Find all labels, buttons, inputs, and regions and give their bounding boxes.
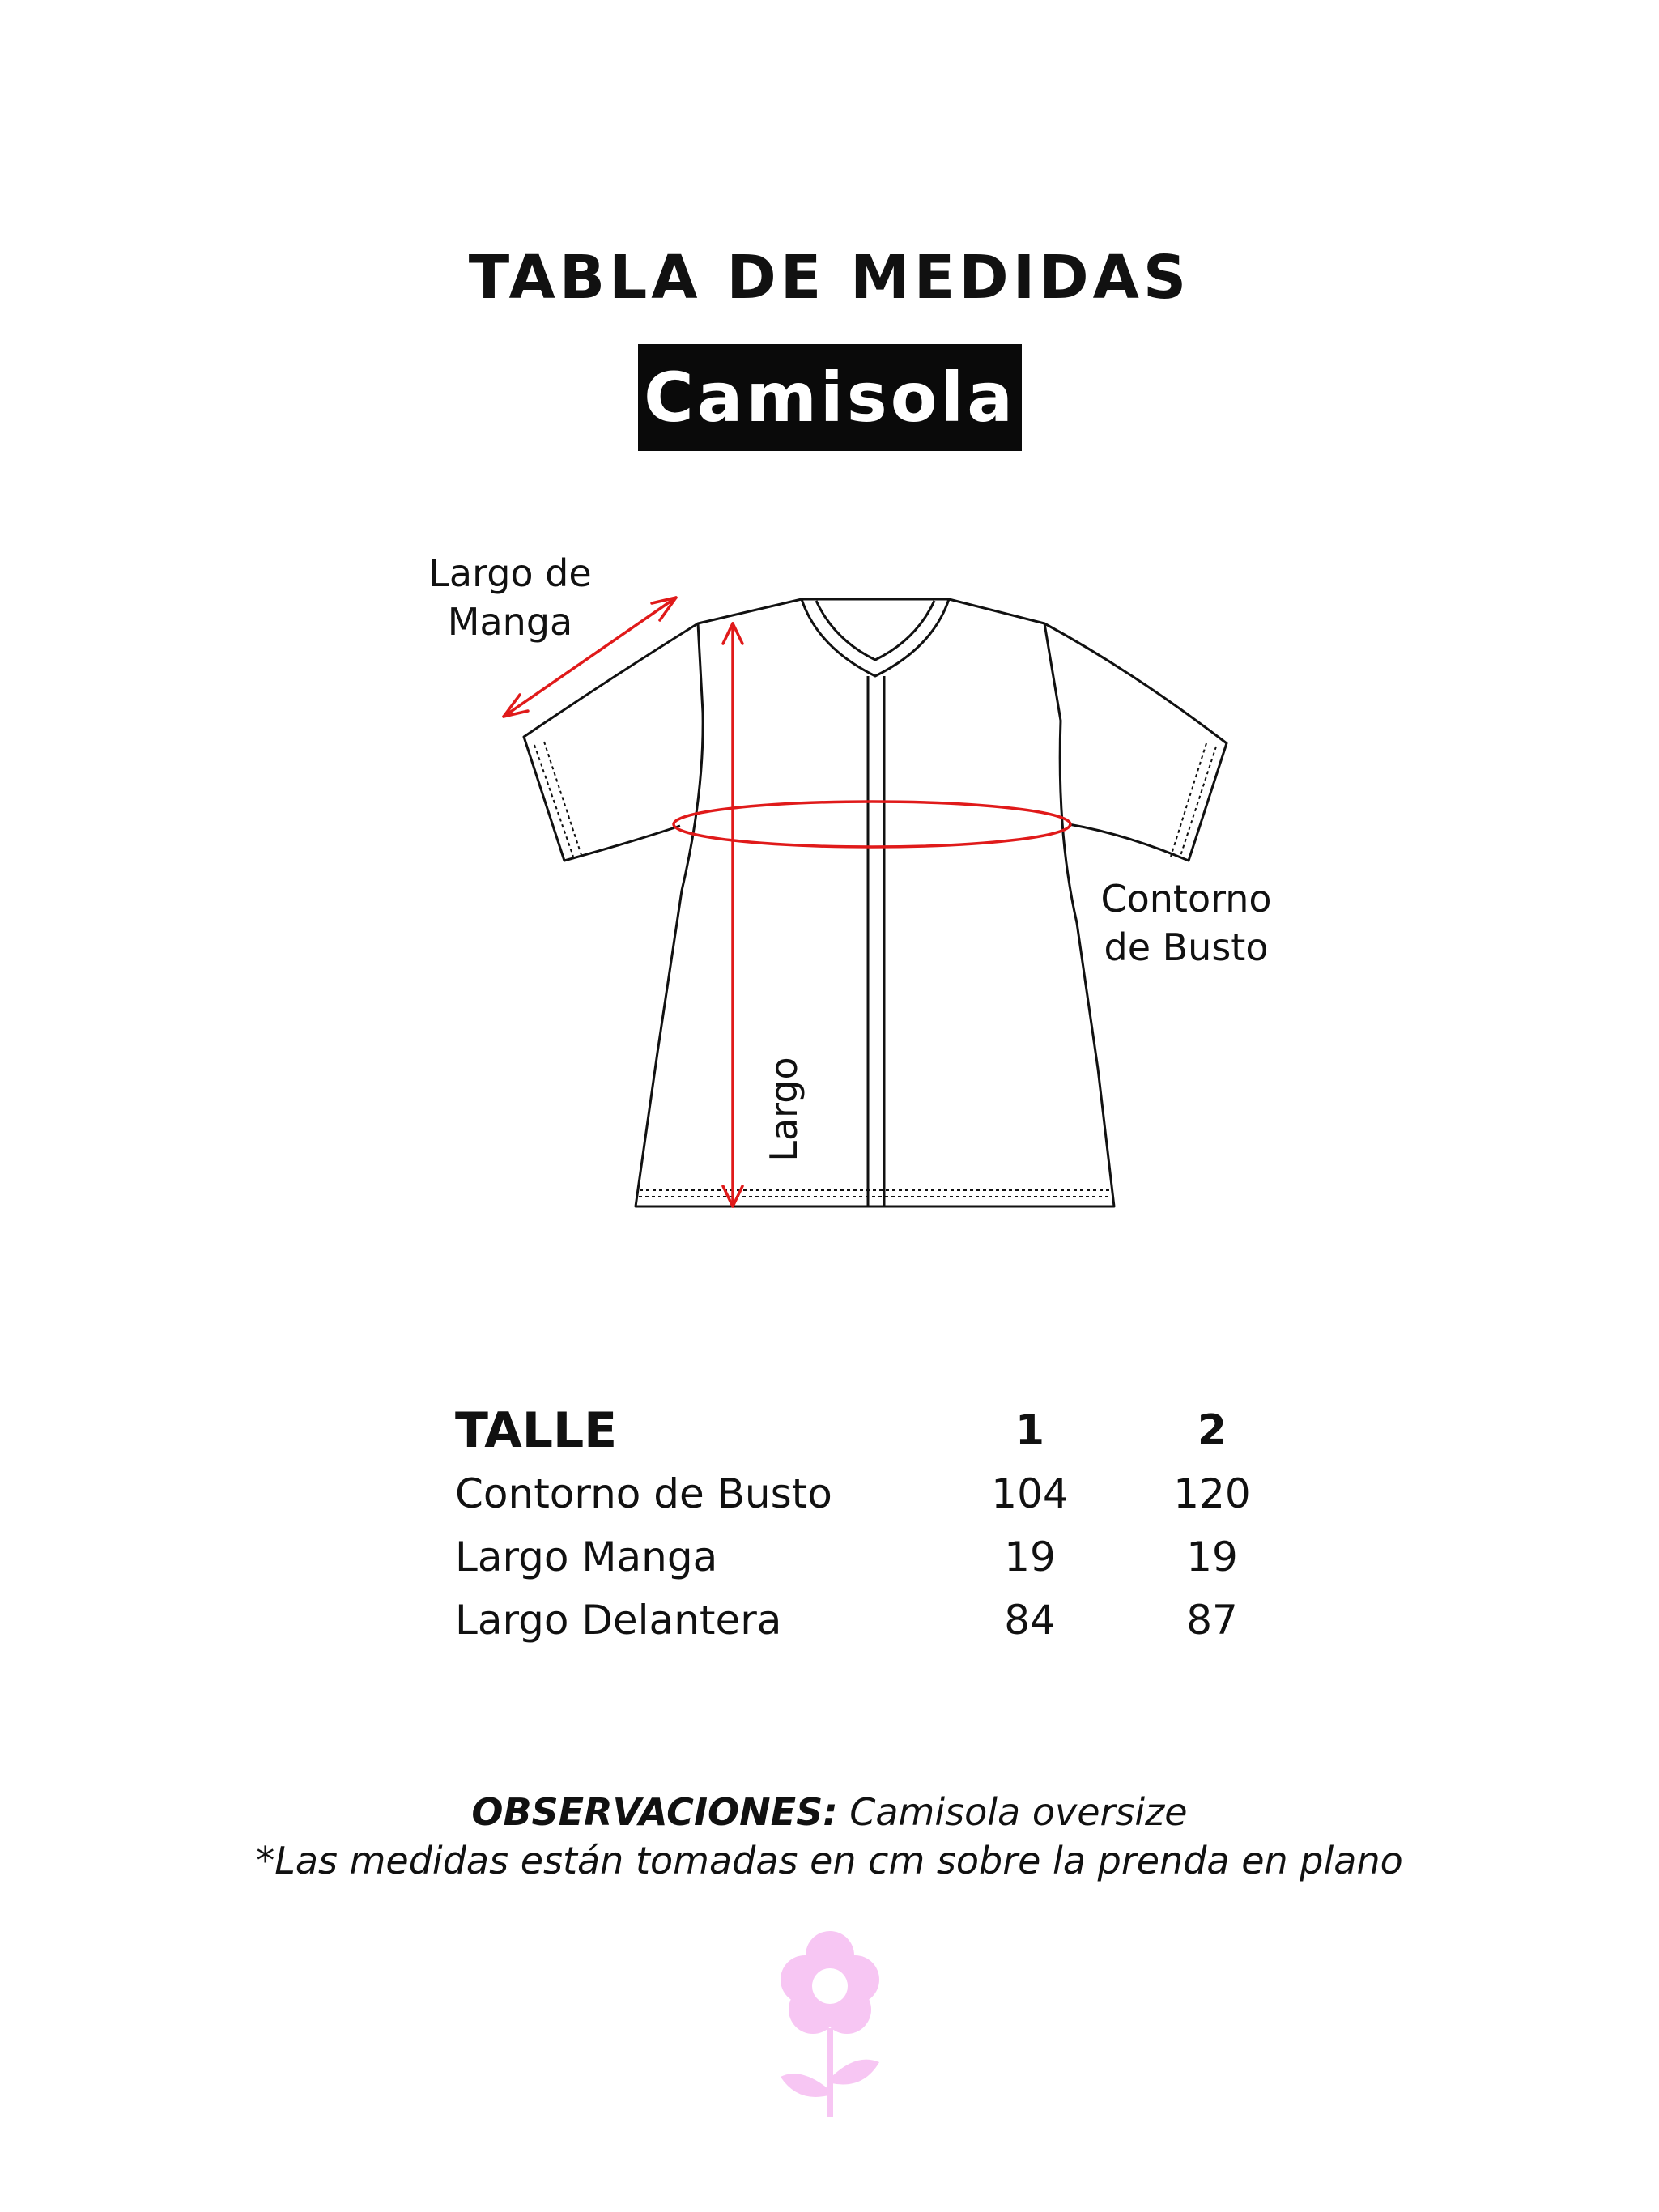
sleeve-arrowhead-start — [504, 695, 528, 717]
table-row — [455, 1462, 1305, 1525]
right-sleeve — [1044, 623, 1227, 861]
collar-outer — [802, 599, 949, 676]
bust-label-line: Contorno — [1100, 877, 1272, 921]
flower-leaf-right — [832, 2060, 879, 2085]
flower-center — [812, 1968, 848, 2004]
right-sleeve-hem — [1180, 747, 1216, 858]
bust-label — [1081, 874, 1291, 972]
table-row — [455, 1589, 1305, 1652]
observations-text: Camisola oversize — [849, 1790, 1188, 1834]
button-placket — [868, 676, 884, 1206]
left-sleeve — [524, 623, 698, 861]
left-sleeve-hem-2 — [544, 742, 581, 855]
flower-stem — [827, 2028, 833, 2117]
row-label: Contorno de Busto — [455, 1470, 832, 1517]
length-label: Largo — [762, 1057, 806, 1162]
row-value: 84 — [1004, 1597, 1056, 1644]
shirt-body — [636, 599, 1114, 1206]
notes — [0, 1788, 1659, 1885]
bust-label-line: de Busto — [1104, 925, 1269, 969]
row-label: Largo Manga — [455, 1534, 718, 1580]
observations-line — [0, 1788, 1659, 1836]
page-title: TABLA DE MEDIDAS — [468, 243, 1191, 313]
left-sleeve-hem — [534, 745, 573, 857]
flower-leaf-left — [781, 2074, 828, 2097]
garment-name: Camisola — [644, 358, 1016, 437]
footnote: *Las medidas están tomadas en cm sobre la prenda en plano — [256, 1839, 1403, 1882]
row-value: 87 — [1186, 1597, 1238, 1644]
size-2-header: 2 — [1197, 1406, 1227, 1455]
flower-icon — [777, 1931, 883, 2121]
table-row — [455, 1525, 1305, 1589]
row-value: 19 — [1186, 1534, 1238, 1580]
sleeve-label-line: Largo de — [428, 551, 592, 595]
sleeve-label-line: Manga — [447, 600, 573, 644]
row-value: 104 — [991, 1470, 1069, 1517]
size-header-label: TALLE — [455, 1402, 618, 1459]
size-table-header — [455, 1399, 1305, 1462]
sleeve-length-label — [409, 549, 611, 646]
size-1-header: 1 — [1015, 1406, 1045, 1455]
sleeve-arrowhead-end — [652, 598, 676, 620]
row-value: 19 — [1004, 1534, 1056, 1580]
size-table — [455, 1399, 1305, 1652]
right-sleeve-hem-2 — [1171, 743, 1206, 857]
row-label: Largo Delantera — [455, 1597, 782, 1644]
collar-inner — [816, 601, 934, 660]
observations-label: OBSERVACIONES: — [471, 1790, 838, 1834]
row-value: 120 — [1173, 1470, 1251, 1517]
